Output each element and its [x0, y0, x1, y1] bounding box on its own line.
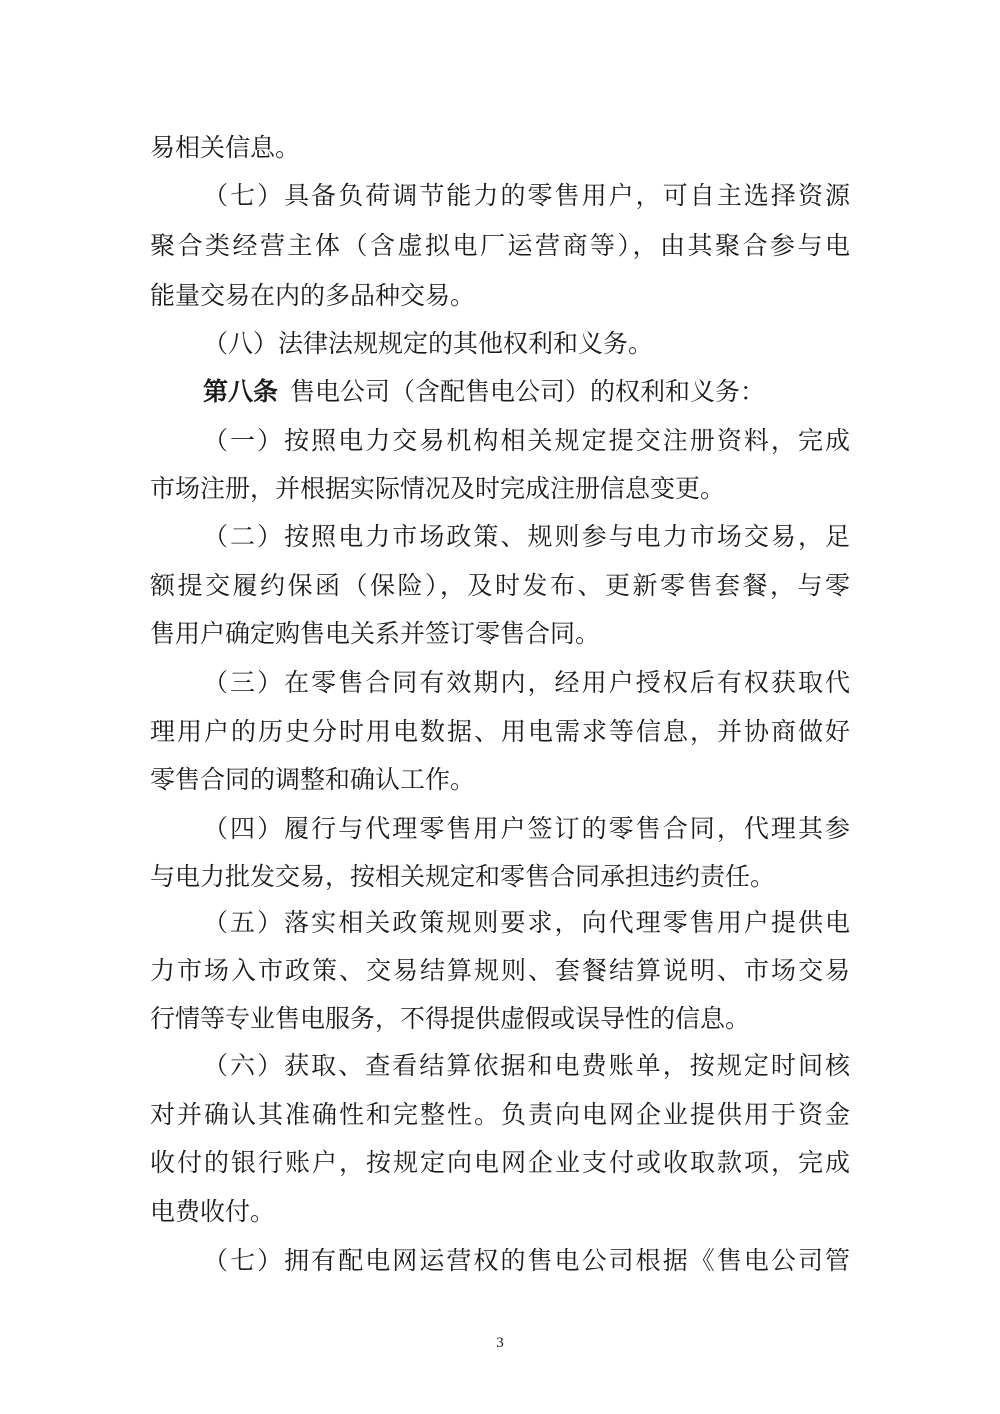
article-heading — [203, 372, 850, 412]
text-line: 收付的银行账户，按规定向电网企业支付或收取款项，完成 — [150, 1148, 850, 1177]
text-line: （七）拥有配电网运营权的售电公司根据《售电公司管 — [203, 1246, 850, 1275]
text-line: 对并确认其准确性和完整性。负责向电网企业提供用于资金 — [150, 1100, 850, 1129]
text-line: （四）履行与代理零售用户签订的零售合同，代理其参 — [203, 814, 850, 843]
text-line: 力市场入市政策、交易结算规则、套餐结算说明、市场交易 — [150, 956, 850, 985]
text-line: 售用户确定购售电关系并签订零售合同。 — [150, 619, 601, 648]
text-line: （五）落实相关政策规则要求，向代理零售用户提供电 — [203, 908, 850, 937]
text-line: （二）按照电力市场政策、规则参与电力市场交易，足 — [203, 522, 850, 551]
article-title: 售电公司（含配售电公司）的权利和义务： — [290, 377, 766, 406]
text-line: 额提交履约保函（保险），及时发布、更新零售套餐，与零 — [150, 571, 850, 600]
text-line: （八）法律法规规定的其他权利和义务。 — [203, 329, 654, 358]
text-line: 能量交易在内的多品种交易。 — [150, 281, 476, 310]
text-line: 行情等专业售电服务，不得提供虚假或误导性的信息。 — [150, 1004, 751, 1033]
text-line: 电费收付。 — [150, 1197, 276, 1226]
article-number: 第八条 — [203, 377, 279, 406]
text-line: （六）获取、查看结算依据和电费账单，按规定时间核 — [203, 1051, 850, 1080]
text-line: 易相关信息。 — [150, 133, 301, 162]
text-line: （一）按照电力交易机构相关规定提交注册资料，完成 — [203, 426, 850, 455]
text-line: （七）具备负荷调节能力的零售用户，可自主选择资源 — [203, 181, 850, 210]
text-line: 理用户的历史分时用电数据、用电需求等信息，并协商做好 — [150, 717, 850, 746]
page-number: 3 — [496, 1335, 504, 1351]
text-line: （三）在零售合同有效期内，经用户授权后有权获取代 — [203, 668, 850, 697]
text-line: 聚合类经营主体（含虚拟电厂运营商等），由其聚合参与电 — [150, 231, 850, 260]
text-line: 零售合同的调整和确认工作。 — [150, 765, 476, 794]
text-line: 市场注册，并根据实际情况及时完成注册信息变更。 — [150, 474, 726, 503]
text-line: 与电力批发交易，按相关规定和零售合同承担违约责任。 — [150, 862, 776, 891]
